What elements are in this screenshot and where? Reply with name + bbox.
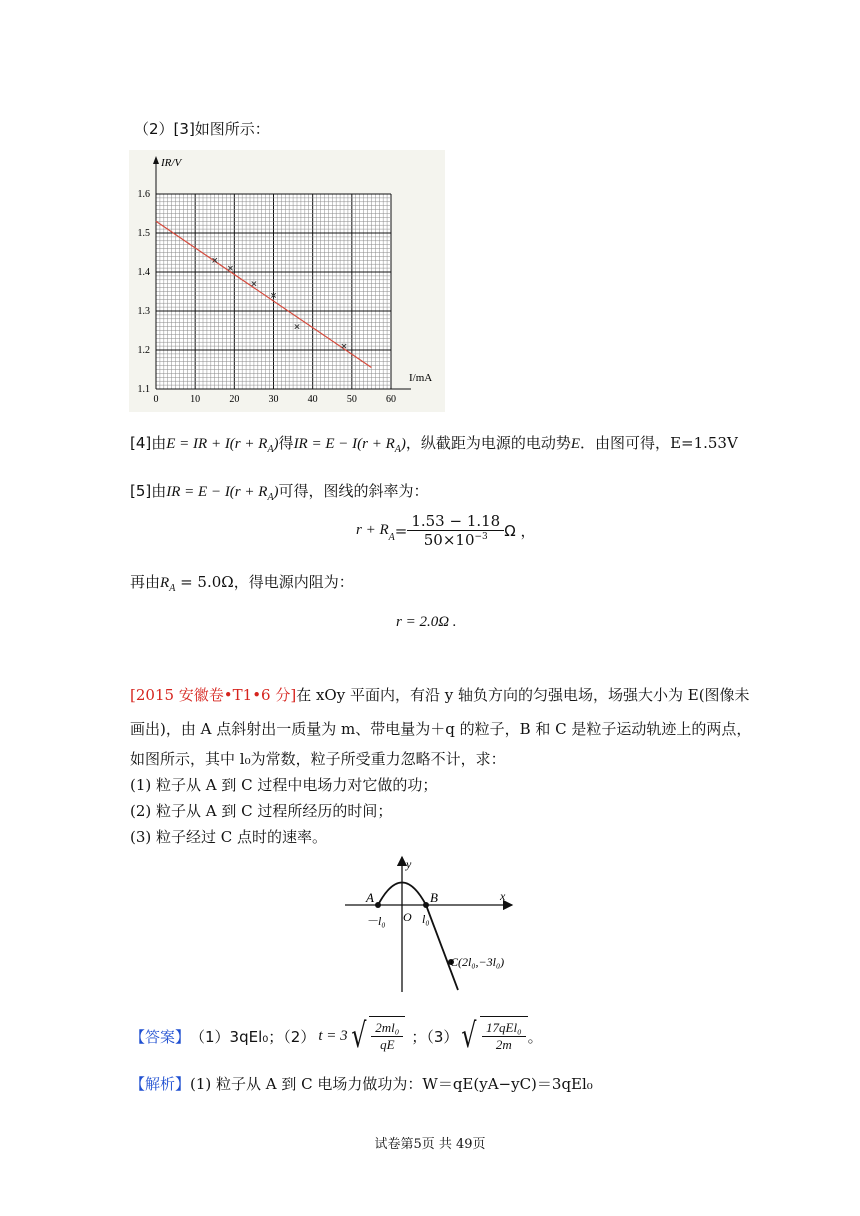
step4-eq2-sub: A xyxy=(394,444,401,455)
label-a: A xyxy=(366,890,374,905)
analysis-tag: 【解析】 xyxy=(130,1075,191,1093)
point-a xyxy=(375,902,381,908)
y-tick-label: 1.3 xyxy=(137,306,150,317)
step5-text: 可得，图线的斜率为： xyxy=(278,482,429,500)
y-tick-label: 1.6 xyxy=(137,189,150,200)
step5-line xyxy=(130,480,429,503)
problem-line1 xyxy=(130,684,750,705)
x-tick-label: 0 xyxy=(153,394,159,405)
label-y: y xyxy=(406,857,412,871)
y-axis-arrow xyxy=(153,156,159,164)
step4-result: E=1.53V xyxy=(670,434,738,452)
step4-text2: ．由图可得， xyxy=(580,434,671,452)
ir-vs-i-chart xyxy=(129,150,445,412)
answer-end: 。 xyxy=(527,1027,543,1046)
step4-eq1-sub: A xyxy=(267,444,274,455)
answer-line xyxy=(130,1016,543,1056)
problem-text1: 在 xOy 平面内，有沿 y 轴负方向的匀强电场，场强大小为 E(图像未 xyxy=(296,686,750,704)
r-result: r = 2.0Ω . xyxy=(396,614,457,630)
answer-tag: 【答案】 xyxy=(130,1027,191,1046)
part2-heading: （2）[3]如图所示： xyxy=(134,120,270,138)
label-c: C(2l₀,−3l₀) xyxy=(450,955,505,969)
chart-svg xyxy=(129,150,445,412)
y-tick-label: 1.2 xyxy=(137,345,150,356)
x-tick-label: 50 xyxy=(346,394,357,405)
answer-t-sqrt: √ $\frac{\text{2ml₀}}{qE}$ xyxy=(348,1016,406,1056)
question-1: (1) 粒子从 A 到 C 过程中电场力对它做的功； xyxy=(130,776,438,794)
label-neg-l0: －l₀ xyxy=(366,914,386,928)
step5-eq: IR = E − I(r + R xyxy=(166,484,268,500)
y-tick-label: 1.5 xyxy=(137,228,150,239)
step5-eq-end: ) xyxy=(273,484,279,500)
answer-v-num: 17qEl₀ xyxy=(482,1020,526,1037)
answer-v-sqrt: √ $\frac{\text{17qEl₀}}{2m}$ xyxy=(458,1016,527,1056)
question-2: (2) 粒子从 A 到 C 过程所经历的时间； xyxy=(130,802,393,820)
problem-text2: 画出)，由 A 点斜射出一质量为 m、带电量为＋q 的粒子，B 和 C 是粒子运动轨迹上的两点， xyxy=(130,720,752,738)
label-l0: l₀ xyxy=(422,912,430,926)
y-tick-label: 1.4 xyxy=(137,267,150,278)
slope-denominator: 50×10 xyxy=(423,531,475,549)
ra-sub: A xyxy=(169,583,176,594)
label-b: B xyxy=(430,890,438,905)
answer-part1: （1）3qEl₀；（2） xyxy=(190,1027,316,1046)
problem-source: [2015 安徽卷•T1•6 分] xyxy=(130,686,297,704)
question-3: (3) 粒子经过 C 点时的速率。 xyxy=(130,828,328,846)
step4-text: ，纵截距为电源的电动势 xyxy=(405,434,571,452)
y-tick-label: 1.1 xyxy=(137,384,150,395)
label-x: x xyxy=(500,889,506,903)
ra-eq: R xyxy=(160,575,170,591)
answer-t-den: qE xyxy=(380,1037,395,1052)
answer-part3: ；（3） xyxy=(411,1027,459,1046)
step5-prefix: [5]由 xyxy=(130,482,167,500)
trajectory-line xyxy=(426,905,458,990)
step4-mid: 得 xyxy=(278,434,294,452)
slope-numerator: 1.53 − 1.18 xyxy=(407,512,504,531)
ra-line xyxy=(130,571,354,594)
problem-text3: 如图所示，其中 l₀为常数，粒子所受重力忽略不计，求： xyxy=(130,750,506,768)
x-tick-label: 20 xyxy=(229,394,240,405)
ra-eq2: = 5.0Ω xyxy=(175,573,234,591)
label-o: O xyxy=(403,910,412,924)
analysis-line xyxy=(130,1073,593,1094)
step4-eq1-end: ) xyxy=(273,436,279,452)
x-tick-label: 30 xyxy=(268,394,279,405)
slope-fraction xyxy=(407,512,504,549)
answer-t-eq: t = 3 xyxy=(318,1027,348,1044)
ra-text: ，得电源内阻为： xyxy=(233,573,354,591)
y-axis-label: IR/V xyxy=(161,157,182,169)
step4-line xyxy=(130,432,738,455)
slope-formula xyxy=(356,512,535,549)
step4-var-e: E xyxy=(570,436,581,452)
answer-v-den: 2m xyxy=(495,1037,512,1052)
slope-eq: = xyxy=(394,521,408,540)
x-tick-label: 10 xyxy=(190,394,201,405)
x-tick-label: 40 xyxy=(307,394,318,405)
slope-den-sup: −3 xyxy=(474,532,488,542)
step4-eq1: E = IR + I(r + R xyxy=(166,436,268,452)
slope-lhs-sub: A xyxy=(388,532,395,543)
step5-eq-sub: A xyxy=(267,492,274,503)
slope-unit: Ω ， xyxy=(504,522,536,540)
trajectory-figure xyxy=(340,852,520,997)
point-b xyxy=(423,902,429,908)
step4-prefix: [4]由 xyxy=(130,434,167,452)
step4-eq2-end: ) xyxy=(400,436,406,452)
analysis-text: (1) 粒子从 A 到 C 电场力做功为：W＝qE(yA−yC)＝3qEl₀ xyxy=(190,1075,593,1093)
x-axis-label: I/mA xyxy=(409,372,433,384)
answer-t-num: 2ml₀ xyxy=(371,1020,403,1037)
ra-prefix: 再由 xyxy=(130,573,161,591)
slope-lhs: r + R xyxy=(356,522,389,538)
step4-eq2: IR = E − I(r + R xyxy=(293,436,395,452)
x-tick-label: 60 xyxy=(386,394,396,405)
page-footer: 试卷第5页 共 49页 xyxy=(374,1137,486,1152)
